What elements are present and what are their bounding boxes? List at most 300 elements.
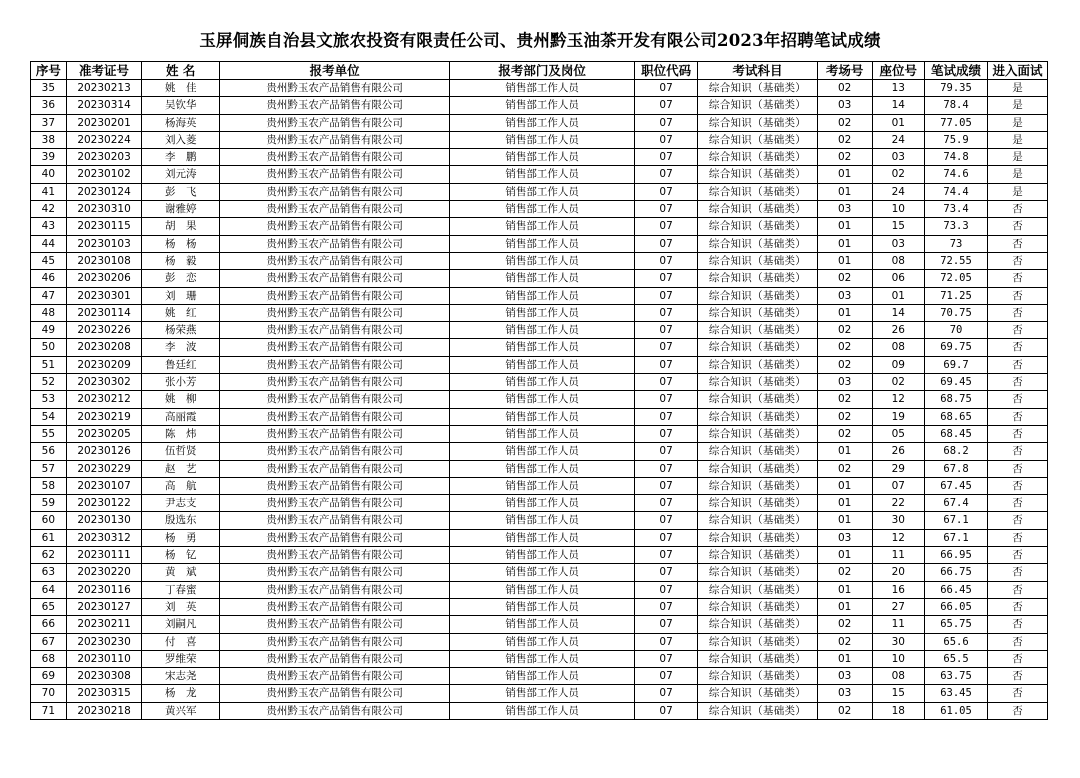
cell-seq: 50 xyxy=(31,339,67,356)
cell-dept: 销售部工作人员 xyxy=(450,408,635,425)
cell-exam-no: 20230206 xyxy=(66,270,142,287)
table-row xyxy=(31,166,1048,183)
cell-seat: 09 xyxy=(872,356,925,373)
cell-dept: 销售部工作人员 xyxy=(450,270,635,287)
table-row xyxy=(31,374,1048,391)
table-row xyxy=(31,391,1048,408)
cell-interview: 否 xyxy=(988,581,1048,598)
cell-seq: 70 xyxy=(31,685,67,702)
cell-code: 07 xyxy=(635,304,698,321)
cell-exam-no: 20230224 xyxy=(66,131,142,148)
cell-exam-no: 20230122 xyxy=(66,495,142,512)
table-row xyxy=(31,252,1048,269)
cell-room: 01 xyxy=(817,443,872,460)
cell-seq: 45 xyxy=(31,252,67,269)
cell-dept: 销售部工作人员 xyxy=(450,304,635,321)
cell-code: 07 xyxy=(635,460,698,477)
cell-room: 02 xyxy=(817,114,872,131)
cell-room: 01 xyxy=(817,477,872,494)
cell-seat: 07 xyxy=(872,477,925,494)
cell-unit: 贵州黔玉农产品销售有限公司 xyxy=(220,547,450,564)
cell-subject: 综合知识（基础类） xyxy=(698,356,818,373)
cell-subject: 综合知识（基础类） xyxy=(698,529,818,546)
table-row xyxy=(31,235,1048,252)
cell-name: 谢雅婷 xyxy=(142,201,220,218)
cell-code: 07 xyxy=(635,218,698,235)
cell-dept: 销售部工作人员 xyxy=(450,685,635,702)
cell-score: 68.75 xyxy=(925,391,988,408)
cell-dept: 销售部工作人员 xyxy=(450,529,635,546)
cell-seat: 29 xyxy=(872,460,925,477)
header-score: 笔试成绩 xyxy=(925,62,988,80)
cell-seq: 38 xyxy=(31,131,67,148)
cell-code: 07 xyxy=(635,633,698,650)
cell-code: 07 xyxy=(635,512,698,529)
table-row xyxy=(31,650,1048,667)
cell-name: 刘入菱 xyxy=(142,131,220,148)
cell-exam-no: 20230230 xyxy=(66,633,142,650)
cell-seq: 48 xyxy=(31,304,67,321)
cell-score: 70 xyxy=(925,322,988,339)
table-row xyxy=(31,304,1048,321)
cell-room: 01 xyxy=(817,495,872,512)
cell-name: 李 波 xyxy=(142,339,220,356)
cell-code: 07 xyxy=(635,495,698,512)
cell-exam-no: 20230208 xyxy=(66,339,142,356)
cell-name: 鲁廷红 xyxy=(142,356,220,373)
cell-name: 高丽霞 xyxy=(142,408,220,425)
cell-code: 07 xyxy=(635,339,698,356)
table-row xyxy=(31,183,1048,200)
cell-unit: 贵州黔玉农产品销售有限公司 xyxy=(220,495,450,512)
cell-dept: 销售部工作人员 xyxy=(450,322,635,339)
cell-seat: 08 xyxy=(872,252,925,269)
cell-seq: 43 xyxy=(31,218,67,235)
cell-subject: 综合知识（基础类） xyxy=(698,460,818,477)
cell-subject: 综合知识（基础类） xyxy=(698,702,818,719)
cell-name: 尹志支 xyxy=(142,495,220,512)
cell-code: 07 xyxy=(635,114,698,131)
cell-room: 03 xyxy=(817,201,872,218)
cell-interview: 否 xyxy=(988,564,1048,581)
cell-code: 07 xyxy=(635,529,698,546)
table-row xyxy=(31,685,1048,702)
cell-name: 黄兴军 xyxy=(142,702,220,719)
cell-seq: 67 xyxy=(31,633,67,650)
cell-room: 03 xyxy=(817,529,872,546)
cell-code: 07 xyxy=(635,322,698,339)
cell-seat: 14 xyxy=(872,304,925,321)
cell-unit: 贵州黔玉农产品销售有限公司 xyxy=(220,564,450,581)
cell-room: 02 xyxy=(817,633,872,650)
cell-score: 73.4 xyxy=(925,201,988,218)
cell-unit: 贵州黔玉农产品销售有限公司 xyxy=(220,131,450,148)
cell-interview: 否 xyxy=(988,443,1048,460)
cell-unit: 贵州黔玉农产品销售有限公司 xyxy=(220,166,450,183)
table-row xyxy=(31,547,1048,564)
cell-room: 02 xyxy=(817,270,872,287)
cell-dept: 销售部工作人员 xyxy=(450,633,635,650)
cell-room: 02 xyxy=(817,339,872,356)
cell-unit: 贵州黔玉农产品销售有限公司 xyxy=(220,633,450,650)
cell-exam-no: 20230203 xyxy=(66,149,142,166)
cell-unit: 贵州黔玉农产品销售有限公司 xyxy=(220,598,450,615)
cell-subject: 综合知识（基础类） xyxy=(698,218,818,235)
cell-interview: 是 xyxy=(988,131,1048,148)
cell-subject: 综合知识（基础类） xyxy=(698,287,818,304)
cell-score: 68.45 xyxy=(925,425,988,442)
cell-score: 77.05 xyxy=(925,114,988,131)
cell-room: 03 xyxy=(817,287,872,304)
cell-seat: 11 xyxy=(872,616,925,633)
cell-interview: 否 xyxy=(988,512,1048,529)
cell-unit: 贵州黔玉农产品销售有限公司 xyxy=(220,356,450,373)
cell-room: 03 xyxy=(817,97,872,114)
cell-subject: 综合知识（基础类） xyxy=(698,235,818,252)
header-unit: 报考单位 xyxy=(220,62,450,80)
table-row xyxy=(31,408,1048,425)
cell-room: 01 xyxy=(817,512,872,529)
cell-code: 07 xyxy=(635,581,698,598)
cell-code: 07 xyxy=(635,702,698,719)
cell-dept: 销售部工作人员 xyxy=(450,460,635,477)
cell-seq: 51 xyxy=(31,356,67,373)
cell-interview: 否 xyxy=(988,252,1048,269)
cell-interview: 是 xyxy=(988,183,1048,200)
cell-subject: 综合知识（基础类） xyxy=(698,512,818,529)
cell-dept: 销售部工作人员 xyxy=(450,131,635,148)
cell-interview: 否 xyxy=(988,287,1048,304)
table-row xyxy=(31,598,1048,615)
cell-score: 63.75 xyxy=(925,668,988,685)
cell-interview: 否 xyxy=(988,529,1048,546)
cell-score: 63.45 xyxy=(925,685,988,702)
cell-subject: 综合知识（基础类） xyxy=(698,598,818,615)
cell-exam-no: 20230312 xyxy=(66,529,142,546)
cell-seq: 41 xyxy=(31,183,67,200)
cell-code: 07 xyxy=(635,668,698,685)
cell-name: 杨 勇 xyxy=(142,529,220,546)
table-header-row xyxy=(31,62,1048,80)
cell-score: 69.7 xyxy=(925,356,988,373)
cell-dept: 销售部工作人员 xyxy=(450,356,635,373)
table-row xyxy=(31,668,1048,685)
cell-code: 07 xyxy=(635,149,698,166)
cell-unit: 贵州黔玉农产品销售有限公司 xyxy=(220,322,450,339)
cell-exam-no: 20230211 xyxy=(66,616,142,633)
table-row xyxy=(31,270,1048,287)
cell-seq: 66 xyxy=(31,616,67,633)
table-row xyxy=(31,529,1048,546)
cell-seat: 26 xyxy=(872,443,925,460)
cell-unit: 贵州黔玉农产品销售有限公司 xyxy=(220,391,450,408)
cell-seq: 52 xyxy=(31,374,67,391)
cell-interview: 否 xyxy=(988,201,1048,218)
cell-unit: 贵州黔玉农产品销售有限公司 xyxy=(220,114,450,131)
cell-subject: 综合知识（基础类） xyxy=(698,391,818,408)
cell-unit: 贵州黔玉农产品销售有限公司 xyxy=(220,80,450,97)
cell-dept: 销售部工作人员 xyxy=(450,114,635,131)
cell-room: 02 xyxy=(817,391,872,408)
cell-unit: 贵州黔玉农产品销售有限公司 xyxy=(220,650,450,667)
cell-seq: 69 xyxy=(31,668,67,685)
cell-score: 74.4 xyxy=(925,183,988,200)
cell-exam-no: 20230127 xyxy=(66,598,142,615)
cell-code: 07 xyxy=(635,616,698,633)
cell-unit: 贵州黔玉农产品销售有限公司 xyxy=(220,235,450,252)
cell-score: 66.45 xyxy=(925,581,988,598)
cell-code: 07 xyxy=(635,374,698,391)
cell-seat: 08 xyxy=(872,668,925,685)
cell-subject: 综合知识（基础类） xyxy=(698,650,818,667)
header-dept: 报考部门及岗位 xyxy=(450,62,635,80)
cell-dept: 销售部工作人员 xyxy=(450,235,635,252)
cell-score: 69.75 xyxy=(925,339,988,356)
cell-subject: 综合知识（基础类） xyxy=(698,685,818,702)
cell-score: 78.4 xyxy=(925,97,988,114)
cell-name: 胡 果 xyxy=(142,218,220,235)
cell-seq: 58 xyxy=(31,477,67,494)
cell-code: 07 xyxy=(635,270,698,287)
cell-interview: 是 xyxy=(988,80,1048,97)
cell-name: 杨 毅 xyxy=(142,252,220,269)
cell-score: 79.35 xyxy=(925,80,988,97)
cell-room: 01 xyxy=(817,166,872,183)
cell-subject: 综合知识（基础类） xyxy=(698,443,818,460)
cell-unit: 贵州黔玉农产品销售有限公司 xyxy=(220,304,450,321)
cell-seat: 20 xyxy=(872,564,925,581)
cell-exam-no: 20230130 xyxy=(66,512,142,529)
cell-unit: 贵州黔玉农产品销售有限公司 xyxy=(220,287,450,304)
cell-interview: 是 xyxy=(988,166,1048,183)
cell-subject: 综合知识（基础类） xyxy=(698,322,818,339)
cell-seat: 18 xyxy=(872,702,925,719)
cell-score: 66.05 xyxy=(925,598,988,615)
cell-unit: 贵州黔玉农产品销售有限公司 xyxy=(220,425,450,442)
cell-unit: 贵州黔玉农产品销售有限公司 xyxy=(220,270,450,287)
header-room: 考场号 xyxy=(817,62,872,80)
cell-unit: 贵州黔玉农产品销售有限公司 xyxy=(220,460,450,477)
table-row xyxy=(31,149,1048,166)
cell-code: 07 xyxy=(635,356,698,373)
cell-seq: 54 xyxy=(31,408,67,425)
cell-score: 65.6 xyxy=(925,633,988,650)
cell-exam-no: 20230212 xyxy=(66,391,142,408)
table-row xyxy=(31,218,1048,235)
cell-exam-no: 20230213 xyxy=(66,80,142,97)
cell-exam-no: 20230315 xyxy=(66,685,142,702)
cell-name: 付 喜 xyxy=(142,633,220,650)
cell-interview: 否 xyxy=(988,304,1048,321)
cell-room: 02 xyxy=(817,564,872,581)
cell-dept: 销售部工作人员 xyxy=(450,616,635,633)
cell-room: 01 xyxy=(817,235,872,252)
cell-seq: 49 xyxy=(31,322,67,339)
cell-seat: 01 xyxy=(872,114,925,131)
cell-interview: 否 xyxy=(988,495,1048,512)
cell-subject: 综合知识（基础类） xyxy=(698,201,818,218)
cell-subject: 综合知识（基础类） xyxy=(698,131,818,148)
cell-dept: 销售部工作人员 xyxy=(450,374,635,391)
cell-name: 彭 飞 xyxy=(142,183,220,200)
table-row xyxy=(31,702,1048,719)
cell-name: 李 鹏 xyxy=(142,149,220,166)
cell-seq: 64 xyxy=(31,581,67,598)
cell-subject: 综合知识（基础类） xyxy=(698,616,818,633)
cell-exam-no: 20230108 xyxy=(66,252,142,269)
cell-unit: 贵州黔玉农产品销售有限公司 xyxy=(220,529,450,546)
cell-interview: 否 xyxy=(988,374,1048,391)
cell-dept: 销售部工作人员 xyxy=(450,702,635,719)
cell-score: 73.3 xyxy=(925,218,988,235)
cell-room: 02 xyxy=(817,408,872,425)
cell-seat: 10 xyxy=(872,201,925,218)
cell-seq: 57 xyxy=(31,460,67,477)
cell-unit: 贵州黔玉农产品销售有限公司 xyxy=(220,374,450,391)
cell-exam-no: 20230220 xyxy=(66,564,142,581)
cell-seat: 13 xyxy=(872,80,925,97)
cell-name: 姚 佳 xyxy=(142,80,220,97)
cell-name: 丁春蜜 xyxy=(142,581,220,598)
cell-exam-no: 20230103 xyxy=(66,235,142,252)
cell-code: 07 xyxy=(635,564,698,581)
cell-code: 07 xyxy=(635,443,698,460)
cell-seat: 11 xyxy=(872,547,925,564)
cell-room: 02 xyxy=(817,149,872,166)
cell-unit: 贵州黔玉农产品销售有限公司 xyxy=(220,149,450,166)
cell-subject: 综合知识（基础类） xyxy=(698,183,818,200)
cell-dept: 销售部工作人员 xyxy=(450,80,635,97)
cell-name: 伍哲贤 xyxy=(142,443,220,460)
cell-room: 01 xyxy=(817,547,872,564)
table-row xyxy=(31,633,1048,650)
cell-dept: 销售部工作人员 xyxy=(450,339,635,356)
table-row xyxy=(31,131,1048,148)
cell-seq: 39 xyxy=(31,149,67,166)
cell-code: 07 xyxy=(635,547,698,564)
cell-seat: 03 xyxy=(872,235,925,252)
cell-score: 67.45 xyxy=(925,477,988,494)
cell-subject: 综合知识（基础类） xyxy=(698,270,818,287)
cell-unit: 贵州黔玉农产品销售有限公司 xyxy=(220,581,450,598)
table-row xyxy=(31,581,1048,598)
cell-code: 07 xyxy=(635,598,698,615)
cell-dept: 销售部工作人员 xyxy=(450,97,635,114)
cell-seat: 30 xyxy=(872,633,925,650)
cell-dept: 销售部工作人员 xyxy=(450,668,635,685)
cell-score: 67.8 xyxy=(925,460,988,477)
cell-seat: 24 xyxy=(872,183,925,200)
cell-name: 张小芳 xyxy=(142,374,220,391)
header-exam-no: 准考证号 xyxy=(66,62,142,80)
cell-exam-no: 20230124 xyxy=(66,183,142,200)
cell-subject: 综合知识（基础类） xyxy=(698,304,818,321)
cell-room: 01 xyxy=(817,218,872,235)
cell-seq: 71 xyxy=(31,702,67,719)
cell-name: 杨 杨 xyxy=(142,235,220,252)
cell-subject: 综合知识（基础类） xyxy=(698,633,818,650)
cell-subject: 综合知识（基础类） xyxy=(698,80,818,97)
cell-room: 01 xyxy=(817,598,872,615)
cell-name: 黄 斌 xyxy=(142,564,220,581)
cell-dept: 销售部工作人员 xyxy=(450,183,635,200)
table-row xyxy=(31,201,1048,218)
cell-name: 刘嗣凡 xyxy=(142,616,220,633)
cell-seq: 62 xyxy=(31,547,67,564)
cell-score: 69.45 xyxy=(925,374,988,391)
cell-name: 殷选东 xyxy=(142,512,220,529)
cell-exam-no: 20230110 xyxy=(66,650,142,667)
cell-unit: 贵州黔玉农产品销售有限公司 xyxy=(220,702,450,719)
cell-dept: 销售部工作人员 xyxy=(450,218,635,235)
cell-seq: 61 xyxy=(31,529,67,546)
cell-seat: 15 xyxy=(872,218,925,235)
cell-subject: 综合知识（基础类） xyxy=(698,425,818,442)
cell-exam-no: 20230114 xyxy=(66,304,142,321)
cell-seq: 47 xyxy=(31,287,67,304)
cell-subject: 综合知识（基础类） xyxy=(698,114,818,131)
cell-seat: 24 xyxy=(872,131,925,148)
header-subject: 考试科目 xyxy=(698,62,818,80)
cell-score: 67.1 xyxy=(925,512,988,529)
cell-name: 杨海英 xyxy=(142,114,220,131)
cell-subject: 综合知识（基础类） xyxy=(698,339,818,356)
cell-seat: 16 xyxy=(872,581,925,598)
cell-seat: 27 xyxy=(872,598,925,615)
cell-name: 姚 红 xyxy=(142,304,220,321)
cell-seat: 05 xyxy=(872,425,925,442)
cell-subject: 综合知识（基础类） xyxy=(698,581,818,598)
cell-seq: 65 xyxy=(31,598,67,615)
cell-subject: 综合知识（基础类） xyxy=(698,477,818,494)
cell-subject: 综合知识（基础类） xyxy=(698,166,818,183)
cell-name: 吴钦华 xyxy=(142,97,220,114)
header-seq: 序号 xyxy=(31,62,67,80)
cell-interview: 否 xyxy=(988,235,1048,252)
cell-seat: 15 xyxy=(872,685,925,702)
cell-interview: 否 xyxy=(988,633,1048,650)
cell-exam-no: 20230308 xyxy=(66,668,142,685)
cell-interview: 是 xyxy=(988,114,1048,131)
cell-seq: 37 xyxy=(31,114,67,131)
cell-code: 07 xyxy=(635,391,698,408)
cell-room: 01 xyxy=(817,650,872,667)
cell-score: 75.9 xyxy=(925,131,988,148)
table-row xyxy=(31,425,1048,442)
cell-seat: 19 xyxy=(872,408,925,425)
cell-exam-no: 20230126 xyxy=(66,443,142,460)
cell-seat: 06 xyxy=(872,270,925,287)
table-row xyxy=(31,114,1048,131)
cell-room: 01 xyxy=(817,183,872,200)
table-row xyxy=(31,616,1048,633)
cell-score: 68.2 xyxy=(925,443,988,460)
cell-seq: 42 xyxy=(31,201,67,218)
cell-seat: 03 xyxy=(872,149,925,166)
cell-code: 07 xyxy=(635,201,698,218)
cell-interview: 否 xyxy=(988,270,1048,287)
cell-exam-no: 20230111 xyxy=(66,547,142,564)
cell-exam-no: 20230209 xyxy=(66,356,142,373)
cell-score: 72.55 xyxy=(925,252,988,269)
cell-seat: 08 xyxy=(872,339,925,356)
cell-interview: 否 xyxy=(988,218,1048,235)
cell-interview: 否 xyxy=(988,668,1048,685)
cell-code: 07 xyxy=(635,408,698,425)
cell-name: 刘元涛 xyxy=(142,166,220,183)
cell-exam-no: 20230115 xyxy=(66,218,142,235)
cell-score: 66.95 xyxy=(925,547,988,564)
